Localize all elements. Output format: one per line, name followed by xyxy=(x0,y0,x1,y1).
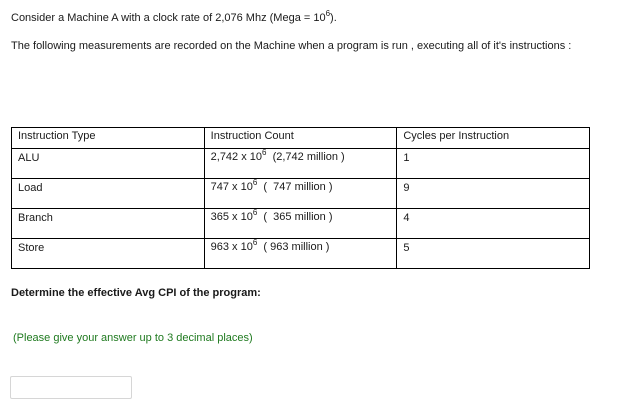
answer-input[interactable] xyxy=(10,376,132,399)
header-cycles-per-instruction: Cycles per Instruction xyxy=(397,128,590,149)
clock-rate-text: Consider a Machine A with a clock rate of 2,076 Mhz (Mega = 10 xyxy=(11,12,326,24)
cpi-cell: 4 xyxy=(397,209,590,239)
header-instruction-count: Instruction Count xyxy=(204,128,397,149)
count-note: ( 963 million ) xyxy=(257,241,330,253)
cpi-cell: 9 xyxy=(397,179,590,209)
measurement-statement: The following measurements are recorded on the Machine when a program is run , executing all of it's instructions : xyxy=(11,40,572,52)
cpi-cell: 1 xyxy=(397,149,590,179)
table-header-row xyxy=(12,128,590,149)
instruction-count-cell xyxy=(204,239,397,269)
count-base: 747 x 10 xyxy=(210,181,253,193)
count-base: 963 x 10 xyxy=(210,241,253,253)
count-exponent: 6 xyxy=(252,178,258,187)
instruction-count-cell xyxy=(204,149,397,179)
instruction-type-cell: ALU xyxy=(12,149,205,179)
header-instruction-type: Instruction Type xyxy=(12,128,205,149)
instruction-count-cell xyxy=(204,209,397,239)
count-note: ( 365 million ) xyxy=(257,211,333,223)
instruction-count-cell xyxy=(204,179,397,209)
instruction-table xyxy=(11,127,590,269)
table-row xyxy=(12,239,590,269)
clock-rate-exponent: 6 xyxy=(325,9,331,18)
instruction-type-cell: Load xyxy=(12,179,205,209)
question-text: Determine the effective Avg CPI of the program: xyxy=(11,287,261,299)
clock-rate-statement xyxy=(11,9,337,24)
count-base: 2,742 x 10 xyxy=(210,151,263,163)
count-exponent: 6 xyxy=(262,148,267,157)
table-row xyxy=(12,209,590,239)
count-note: (2,742 million ) xyxy=(266,151,345,163)
instruction-type-cell: Branch xyxy=(12,209,205,239)
clock-rate-suffix: ). xyxy=(330,12,337,24)
count-exponent: 6 xyxy=(252,208,258,217)
count-exponent: 6 xyxy=(252,238,258,247)
count-note: ( 747 million ) xyxy=(257,181,333,193)
cpi-cell: 5 xyxy=(397,239,590,269)
instruction-type-cell: Store xyxy=(12,239,205,269)
table-row xyxy=(12,149,590,179)
table-row xyxy=(12,179,590,209)
decimal-places-hint: (Please give your answer up to 3 decimal places) xyxy=(13,332,253,344)
count-base: 365 x 10 xyxy=(210,211,253,223)
